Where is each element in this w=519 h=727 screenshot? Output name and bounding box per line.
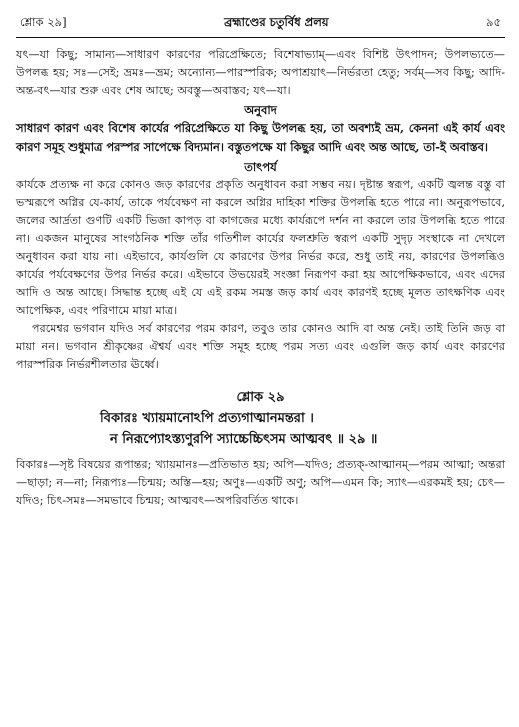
- page-number: ৯৫: [486, 15, 501, 29]
- verse-line-2: ন নিরূপ্যোঽস্ত্যণুরপি স্যাচ্চেচ্চিৎসম আত্মবৎ ॥ ২৯ ॥: [110, 432, 378, 447]
- translation-text: সাধারণ কারণ এবং বিশেষ কার্যের পরিপ্রেক্ষিতে যা কিছু উপলব্ধ হয়, তা অবশ্যই ভ্রম, কেননা এই কার্য এবং কারণ সমূহ শুধুমাত্র পরস্পর সাপেক্ষে বিদ্যমান। বস্তুতপক্ষে যা কিছুর আদি এবং অন্ত আছে, তা-ই অবাস্তব।: [16, 121, 505, 154]
- verse-line-1: বিকারঃ খ্যায়মানোঽপি প্রত্যগাত্মানমন্তরা ।: [100, 411, 314, 426]
- synonyms-bottom: বিকারঃ—সৃষ্ট বিষয়ের রূপান্তর; খ্যায়মানঃ—প্রতিভাত হয়; অপি—যদিও; প্রত্যক্-আত্মানম্—পরম আত্মা; অন্তরা—ছাড়া; ন—না; নিরূপ্যঃ—চিন্ময়; অস্তি—হয়; অণুঃ—একটি অণু; অপি—এমন কি; স্যাৎ—এরকমই হয়; চেৎ—যদিও; চিৎ-সমঃ—সমভাবে চিন্ময়; আত্মবৎ—অপরিবর্তিত থাকে।: [16, 458, 505, 507]
- header-verse-ref: শ্লোক ২৯]: [20, 15, 67, 29]
- verse-title: শ্লোক ২৯: [236, 390, 285, 405]
- synonyms-top: যৎ—যা কিছু; সামান্য—সাধারণ কারণের পরিপ্রেক্ষিতে; বিশেষাভ্যাম্—এবং বিশিষ্ট উৎপাদন; উপলভ্যতে—উপলব্ধ হয়; সঃ—সেই; ভ্রমঃ—ভ্রম; অন্যোন্য—পারস্পরিক; অপাশ্রয়াৎ—নির্ভরতা হেতু; সর্বম্—সব কিছু; আদি-অন্ত-বৎ—যার শুরু এবং শেষ আছে; অবস্তু—অবাস্তব; যৎ—যা।: [16, 48, 505, 97]
- translation-heading: অনুবাদ: [244, 103, 277, 117]
- page-header: [16, 14, 505, 38]
- header-chapter-title: ব্রহ্মাণ্ডের চতুর্বিধ প্রলয়: [224, 15, 329, 29]
- purport-heading: তাৎপর্য: [244, 160, 277, 174]
- purport-paragraph-2: পরমেশ্বর ভগবান যদিও সর্ব কারণের পরম কারণ, তবুও তার কোনও আদি বা অন্ত নেই। তাই তিনি জড় বা মায়া নন। ভগবান শ্রীকৃষ্ণের ঐশ্বর্য এবং শক্তি সমূহ হচ্ছে পরম সত্য এবং এগুলি জড় কার্য এবং কারণের পারস্পরিক নির্ভরশীলতার ঊর্ধ্বে।: [16, 322, 505, 371]
- purport-paragraph-1: কার্যকে প্রত্যক্ষ না করে কোনও জড় কারণের প্রকৃতি অনুধাবন করা সম্ভব নয়। দৃষ্টান্ত স্বরূপ, একটি জ্বলন্ত বস্তু বা ভস্মরূপে অগ্নির যে-কার্য, তাকে পর্যবেক্ষণ না করলে অগ্নির দাহিকা শক্তির উপলব্ধি হতে পারে না। অনুরূপভাবে, জলের আর্দ্রতা গুণটি একটি ভিজা কাপড় বা কাগজের মধ্যে কার্যরূপে দর্শন না করলে তার উপলব্ধি হতে পারে না। একজন মানুষের সাংগঠনিক শক্তি তাঁর গতিশীল কার্যের ফলশ্রুতি স্বরূপ একটি সুদৃঢ় সংস্থাকে না দেখলে অনুধাবন করা যায় না। এইভাবে, কার্যগুলি যে কারণের উপর নির্ভর করে, শুধু তাই নয়, কারণের উপলব্ধিও কার্যের পর্যবেক্ষণের উপর নির্ভর করে। এইভাবে উভয়েরই সংজ্ঞা নিরূপণ করা হয় আপেক্ষিকভাবে, এবং এদের আদি ও অন্ত আছে। সিদ্ধান্ত হচ্ছে এই যে এই রকম সমস্ত জড় কার্য এবং কারণই হচ্ছে মূলত তাৎক্ষণিক এবং আপেক্ষিক, এবং পরিণামে মায়া মাত্র।: [16, 178, 505, 317]
